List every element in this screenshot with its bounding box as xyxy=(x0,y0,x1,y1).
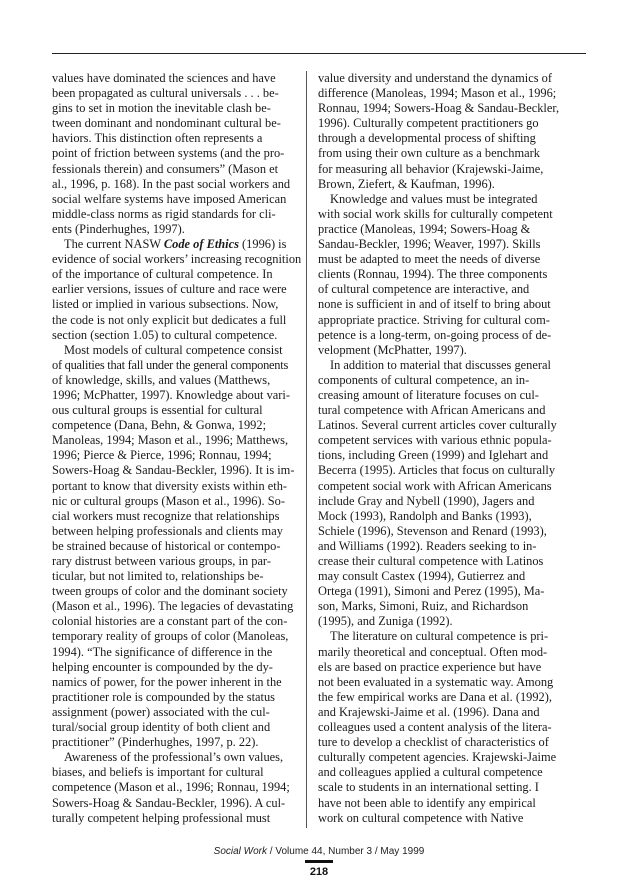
text-line: colleagues used a content analysis of the litera- xyxy=(318,720,552,735)
text-line: ture to develop a checklist of characteristics of xyxy=(318,735,549,750)
text-line: of the importance of cultural competence. In xyxy=(52,267,273,282)
text-line: components of cultural competence, an in- xyxy=(318,372,530,387)
text-line: work on cultural competence with Native xyxy=(318,810,524,825)
text-line: ous cultural groups is essential for cultural xyxy=(52,403,263,418)
text-line: 1996; Pierce & Pierce, 1996; Ronnau, 1994; xyxy=(52,448,272,463)
text-line: clients (Ronnau, 1994). The three components xyxy=(318,267,548,282)
page-number: 218 xyxy=(309,866,329,878)
text-line: son, Marks, Simoni, Ruiz, and Richardson xyxy=(318,599,529,614)
text-line: Awareness of the professional’s own values, xyxy=(64,750,284,765)
text-line: and Williams (1992). Readers seeking to in- xyxy=(318,538,537,553)
text-line: 1996; McPhatter, 1997). Knowledge about vari- xyxy=(52,387,290,402)
text-line: value diversity and understand the dynamics of xyxy=(318,71,552,85)
text-line: the code is not only explicit but dedicates a full xyxy=(52,312,287,327)
text-line: Mock (1993), Randolph and Banks (1993), xyxy=(318,508,532,523)
text-line: gins to set in motion the inevitable clash be- xyxy=(52,101,271,116)
text-line: colonial histories are a constant part of the con- xyxy=(52,614,288,629)
code-of-ethics-title: Code of Ethics xyxy=(163,237,239,252)
text-line: point of friction between systems (and the pro- xyxy=(52,146,285,161)
text-line: helping encounter is compounded by the dy- xyxy=(52,659,273,674)
text-line: In addition to material that discusses general xyxy=(330,357,551,372)
text-line: assignment (power) associated with the cul- xyxy=(52,704,270,719)
column-divider xyxy=(306,71,307,828)
text-line: between helping professionals and clients may xyxy=(52,523,283,538)
text-line: social welfare systems have imposed American xyxy=(52,191,287,206)
text-line: els are based on practice experience but have xyxy=(318,659,542,674)
text-line: ticular, but not limited to, relationships be- xyxy=(52,569,264,584)
code-of-ethics-line xyxy=(52,237,298,252)
text-line: Sowers-Hoag & Sandau-Beckler, 1996). It is im- xyxy=(52,463,295,478)
text-line: appropriate practice. Striving for cultural com- xyxy=(318,312,550,327)
text-line: listed or implied in various subsections. Now, xyxy=(52,297,279,312)
text-line: of qualities that fall under the general components xyxy=(52,357,289,372)
journal-name: Social Work xyxy=(213,846,268,857)
text-line: not been evaluated in a systematic way. Among xyxy=(318,674,554,689)
text-line: temporary reality of groups of color (Manoleas, xyxy=(52,629,289,644)
text-line: the few empirical works are Dana et al. (1992), xyxy=(318,689,552,704)
text-line: tween dominant and nondominant cultural be- xyxy=(52,116,281,131)
running-footer xyxy=(0,846,638,857)
text-line: practitioner role is compounded by the status xyxy=(52,689,275,704)
issue-info: / Volume 44, Number 3 / May 1999 xyxy=(267,846,425,857)
text-line: evidence of social workers’ increasing recognition xyxy=(52,252,302,267)
page-number-bar xyxy=(305,860,333,863)
text-line: creasing amount of literature focuses on cul- xyxy=(318,387,539,402)
text-line: crease their cultural competence with Latinos xyxy=(318,554,544,568)
text-line: tural/social group identity of both client and xyxy=(52,720,271,735)
text-line: Sandau-Beckler, 1996; Weaver, 1997). Skills xyxy=(318,237,541,252)
text-line: competent services with various ethnic popula- xyxy=(318,433,552,448)
text-line: Ortega (1991), Simoni and Perez (1995), Ma- xyxy=(318,584,545,599)
text-fragment: The current NASW xyxy=(64,237,164,252)
text-line: (1995), and Zuniga (1992). xyxy=(318,614,453,629)
text-line: Knowledge and values must be integrated xyxy=(330,191,538,206)
text-line: Brown, Ziefert, & Kaufman, 1996). xyxy=(318,176,495,191)
text-line: scale to students in an international setting. I xyxy=(318,780,539,795)
header-rule xyxy=(52,53,586,54)
text-line: may consult Castex (1994), Gutierrez and xyxy=(318,569,526,584)
text-line: through a developmental process of shifting xyxy=(318,131,536,146)
text-line: competence (Dana, Behn, & Gonwa, 1992; xyxy=(52,418,267,433)
text-line: and Krajewski-Jaime et al. (1996). Dana and xyxy=(318,704,540,719)
text-line: of knowledge, skills, and values (Matthews, xyxy=(52,372,271,387)
text-line: fessionals therein) and consumers” (Mason et xyxy=(52,161,279,176)
text-line: haviors. This distinction often represents a xyxy=(52,131,263,146)
text-line: tural competence with African Americans and xyxy=(318,403,546,418)
text-line: biases, and beliefs is important for cultural xyxy=(52,765,264,780)
text-line: Most models of cultural competence consist xyxy=(64,342,283,357)
text-line: Sowers-Hoag & Sandau-Beckler, 1996). A cul- xyxy=(52,795,286,810)
text-line: none is sufficient in and of itself to bring about xyxy=(318,297,551,312)
text-line: practitioner” (Pinderhughes, 1997, p. 22). xyxy=(52,735,259,750)
text-line: from using their own culture as a benchmark xyxy=(318,146,540,161)
text-line: namics of power, for the power inherent in the xyxy=(52,674,282,689)
text-line: velopment (McPhatter, 1997). xyxy=(318,342,467,357)
left-column xyxy=(52,71,302,826)
text-line: tween groups of color and the dominant society xyxy=(52,584,288,599)
text-line: al., 1996, p. 168). In the past social workers and xyxy=(52,176,291,191)
text-line: must be adapted to meet the needs of diverse xyxy=(318,252,541,267)
text-line: 1994). “The significance of difference in the xyxy=(52,644,273,659)
text-line: tions, including Green (1999) and Iglehart and xyxy=(318,448,549,463)
text-line: competence (Mason et al., 1996; Ronnau, 1994; xyxy=(52,780,290,795)
text-line: culturally competent agencies. Krajewski-Jaime xyxy=(318,750,557,765)
text-fragment: (1996) is xyxy=(238,237,287,252)
text-line: Latinos. Several current articles cover culturally xyxy=(318,418,557,433)
text-line: middle-class norms as rigid standards for cli- xyxy=(52,206,276,221)
text-line: competent social work with African Americans xyxy=(318,478,552,493)
text-line: section (section 1.05) to cultural competence. xyxy=(52,327,278,342)
text-line: turally competent helping professional must xyxy=(52,810,271,825)
text-line: ents (Pinderhughes, 1997). xyxy=(52,221,185,236)
text-line: cial workers must recognize that relationships xyxy=(52,508,280,523)
text-line: been propagated as cultural universals . . . be- xyxy=(52,86,279,101)
text-line: be strained because of historical or contempo- xyxy=(52,538,281,553)
text-line: Manoleas, 1994; Mason et al., 1996; Matthews, xyxy=(52,433,289,448)
text-line: marily theoretical and conceptual. Often mod- xyxy=(318,644,548,659)
text-line: values have dominated the sciences and have xyxy=(52,71,276,85)
text-line: portant to know that diversity exists within eth- xyxy=(52,478,288,493)
text-line: of cultural competence are interactive, and xyxy=(318,282,530,297)
text-line: (Mason et al., 1996). The legacies of devastating xyxy=(52,599,294,614)
text-line: practice (Manoleas, 1994; Sowers-Hoag & xyxy=(318,221,531,236)
text-line: and colleagues applied a cultural competence xyxy=(318,765,543,780)
text-line: The literature on cultural competence is pri- xyxy=(330,629,549,644)
text-line: nic or cultural groups (Mason et al., 1996). So- xyxy=(52,493,285,508)
right-column xyxy=(318,71,564,826)
text-line: have not been able to identify any empirical xyxy=(318,795,536,810)
text-line: earlier versions, issues of culture and race were xyxy=(52,282,287,297)
text-line: Schiele (1996), Stevenson and Renard (1993), xyxy=(318,523,547,538)
text-line: include Gray and Nybell (1990), Jagers and xyxy=(318,493,535,508)
text-line: petence is a long-term, on-going process of de- xyxy=(318,327,552,342)
text-line: rary distrust between various groups, in par- xyxy=(52,554,271,568)
text-line: difference (Manoleas, 1994; Mason et al., 1996; xyxy=(318,86,557,101)
text-line: Becerra (1995). Articles that focus on culturally xyxy=(318,463,556,478)
text-line: with social work skills for culturally competent xyxy=(318,206,553,221)
text-line: 1996). Culturally competent practitioners go xyxy=(318,116,539,131)
text-line: for measuring all behavior (Krajewski-Jaime, xyxy=(318,161,544,176)
text-line: Ronnau, 1994; Sowers-Hoag & Sandau-Beckler, xyxy=(318,101,560,116)
